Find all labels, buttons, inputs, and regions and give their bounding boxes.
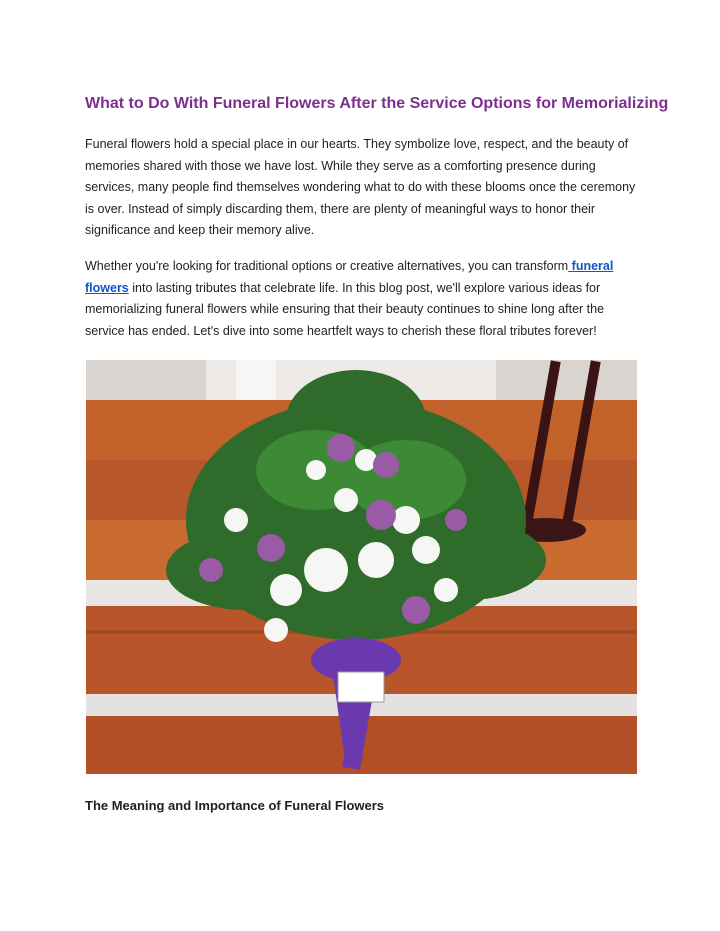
intro-paragraph: Funeral flowers hold a special place in our hearts. They symbolize love, respect, and the beauty of memories shared with those we have lost. While they serve as a comforting presence during services, many people find themselves wondering what to do with these blooms once the ceremony is over. Instead of simply discarding them, there are plenty of meaningful ways to honor their significance and keep their memory alive. — [85, 137, 636, 238]
paragraph-text-before-link: Whether you're looking for traditional options or creative alternatives, you can transform — [85, 259, 569, 273]
paragraph-text-after-link: into lasting tributes that celebrate life. In this blog post, we'll explore various ideas for memorializing funeral flowers while ensuring that their beauty continues to shine long after the service has ended. Let's dive into some heartfelt ways to cherish these floral tributes forever! — [85, 280, 605, 338]
section-heading: The Meaning and Importance of Funeral Flowers — [85, 798, 385, 813]
funeral-flower-arrangement-photo — [86, 360, 637, 774]
funeral-flowers-link[interactable]: funeral flowers — [85, 259, 614, 295]
article-title: What to Do With Funeral Flowers After the Service Options for Memorializing — [85, 95, 669, 112]
second-paragraph — [85, 256, 645, 342]
